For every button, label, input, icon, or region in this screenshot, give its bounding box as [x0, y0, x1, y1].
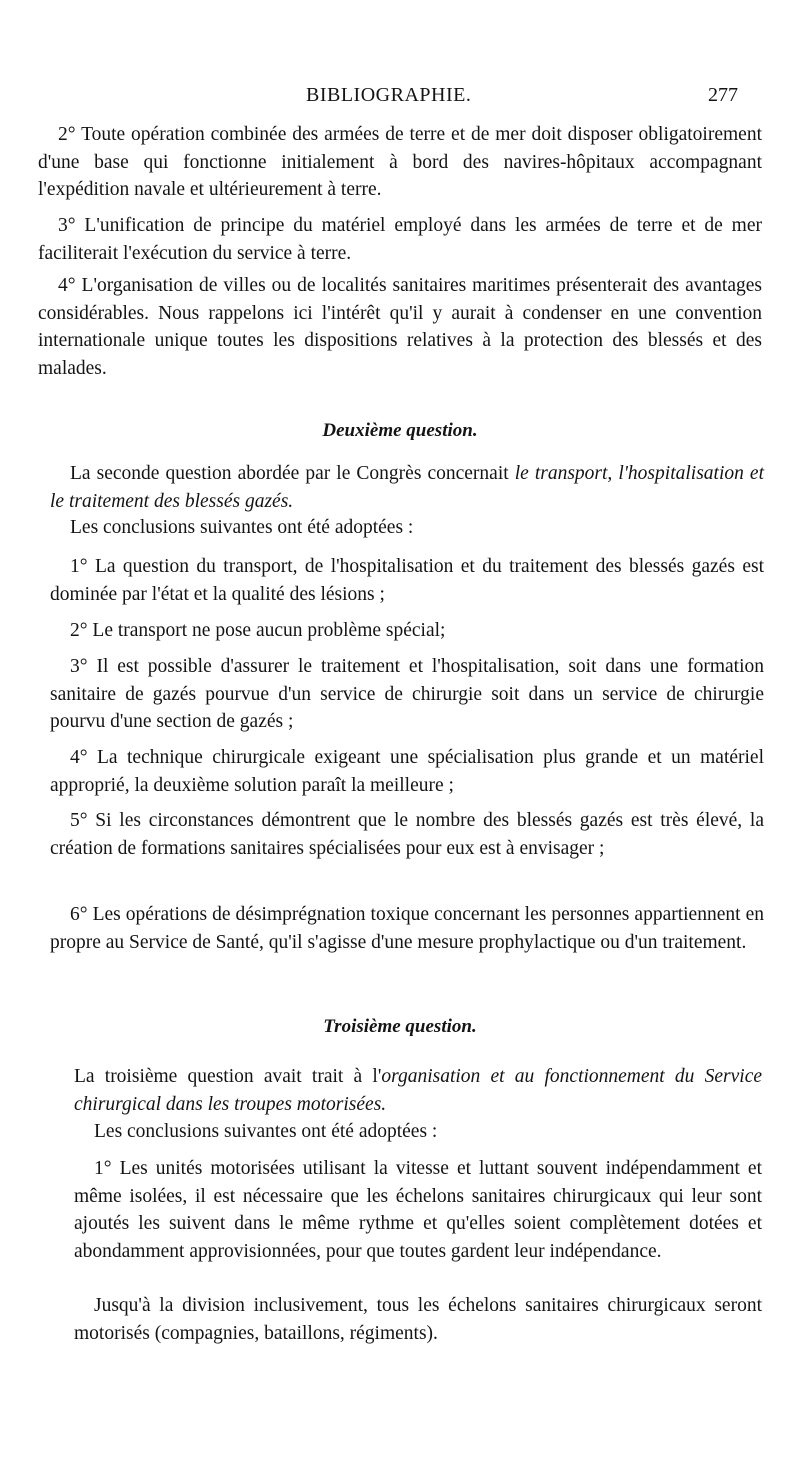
section-heading-troisieme: Troisième question. — [323, 1016, 477, 1037]
section-3-intro — [74, 1063, 762, 1118]
running-title: BIBLIOGRAPHIE. — [306, 84, 472, 106]
section-2-conclusions-label: Les conclusions suivantes ont été adoptées : — [70, 517, 414, 538]
gazes-conclusion-5: 5° Si les circonstances démontrent que le nombre des blessés gazés est très élevé, la création de formations sanitaires spécialisées pour eux est à envisager ; — [50, 810, 764, 859]
conclusion-4-localites: 4° L'organisation de villes ou de localités sanitaires maritimes présenterait des avantages considérables. Nous rappelons ici l'intérêt qu'il y aurait à condenser en une convention internationale unique toutes les dispositions relatives à la protection des blessés et des malades. — [38, 275, 762, 379]
section-2-intro — [50, 460, 764, 515]
motorisees-conclusion-division: Jusqu'à la division inclusivement, tous les échelons sanitaires chirurgicaux seront motorisés (compagnies, bataillons, régiments). — [74, 1295, 762, 1344]
conclusion-2-base: 2° Toute opération combinée des armées de terre et de mer doit disposer obligatoirement d'une base qui fonctionne initialement à bord des navires-hôpitaux accompagnant l'expédition navale et ultérieurement à terre. — [38, 124, 762, 201]
gazes-conclusion-2: 2° Le transport ne pose aucun problème spécial; — [70, 620, 446, 641]
intro-italic-topic: organisation et au fonctionnement du Service chirurgical dans les troupes motorisées. — [74, 1066, 763, 1115]
gazes-conclusion-4: 4° La technique chirurgicale exigeant une spécialisation plus grande et un matériel approprié, la deuxième solution paraît la meilleure ; — [50, 747, 764, 796]
intro-italic-topic: le transport, l'hospitalisation et le traitement des blessés gazés. — [50, 463, 764, 512]
intro-text: La seconde question abordée par le Congrès concernait — [70, 463, 515, 484]
page-header — [0, 84, 800, 112]
motorisees-conclusion-1: 1° Les unités motorisées utilisant la vitesse et luttant souvent indépendamment et même isolées, il est nécessaire que les échelons sanitaires chirurgicaux qui leur sont ajoutés les suivent dans le même rythme et qu'elles soient complètement dotées et abondamment approvisionnées, pour que toutes gardent leur indépendance. — [74, 1158, 762, 1262]
intro-text: La troisième question avait trait à l' — [74, 1066, 382, 1087]
conclusion-3-unification: 3° L'unification de principe du matériel employé dans les armées de terre et de mer faciliterait l'exécution du service à terre. — [38, 215, 762, 264]
gazes-conclusion-1: 1° La question du transport, de l'hospitalisation et du traitement des blessés gazés est dominée par l'état et la qualité des lésions ; — [50, 556, 764, 605]
gazes-conclusion-3: 3° Il est possible d'assurer le traitement et l'hospitalisation, soit dans une formation sanitaire de gazés pourvue d'un service de chirurgie soit dans un service de chirurgie pourvu d'une section de gazés ; — [50, 656, 764, 733]
gazes-conclusion-6: 6° Les opérations de désimprégnation toxique concernant les personnes appartiennent en propre au Service de Santé, qu'il s'agisse d'une mesure prophylactique ou d'un traitement. — [50, 904, 764, 953]
section-heading-deuxieme: Deuxième question. — [322, 420, 478, 441]
page-number: 277 — [708, 84, 738, 106]
section-3-conclusions-label: Les conclusions suivantes ont été adoptées : — [94, 1121, 438, 1142]
